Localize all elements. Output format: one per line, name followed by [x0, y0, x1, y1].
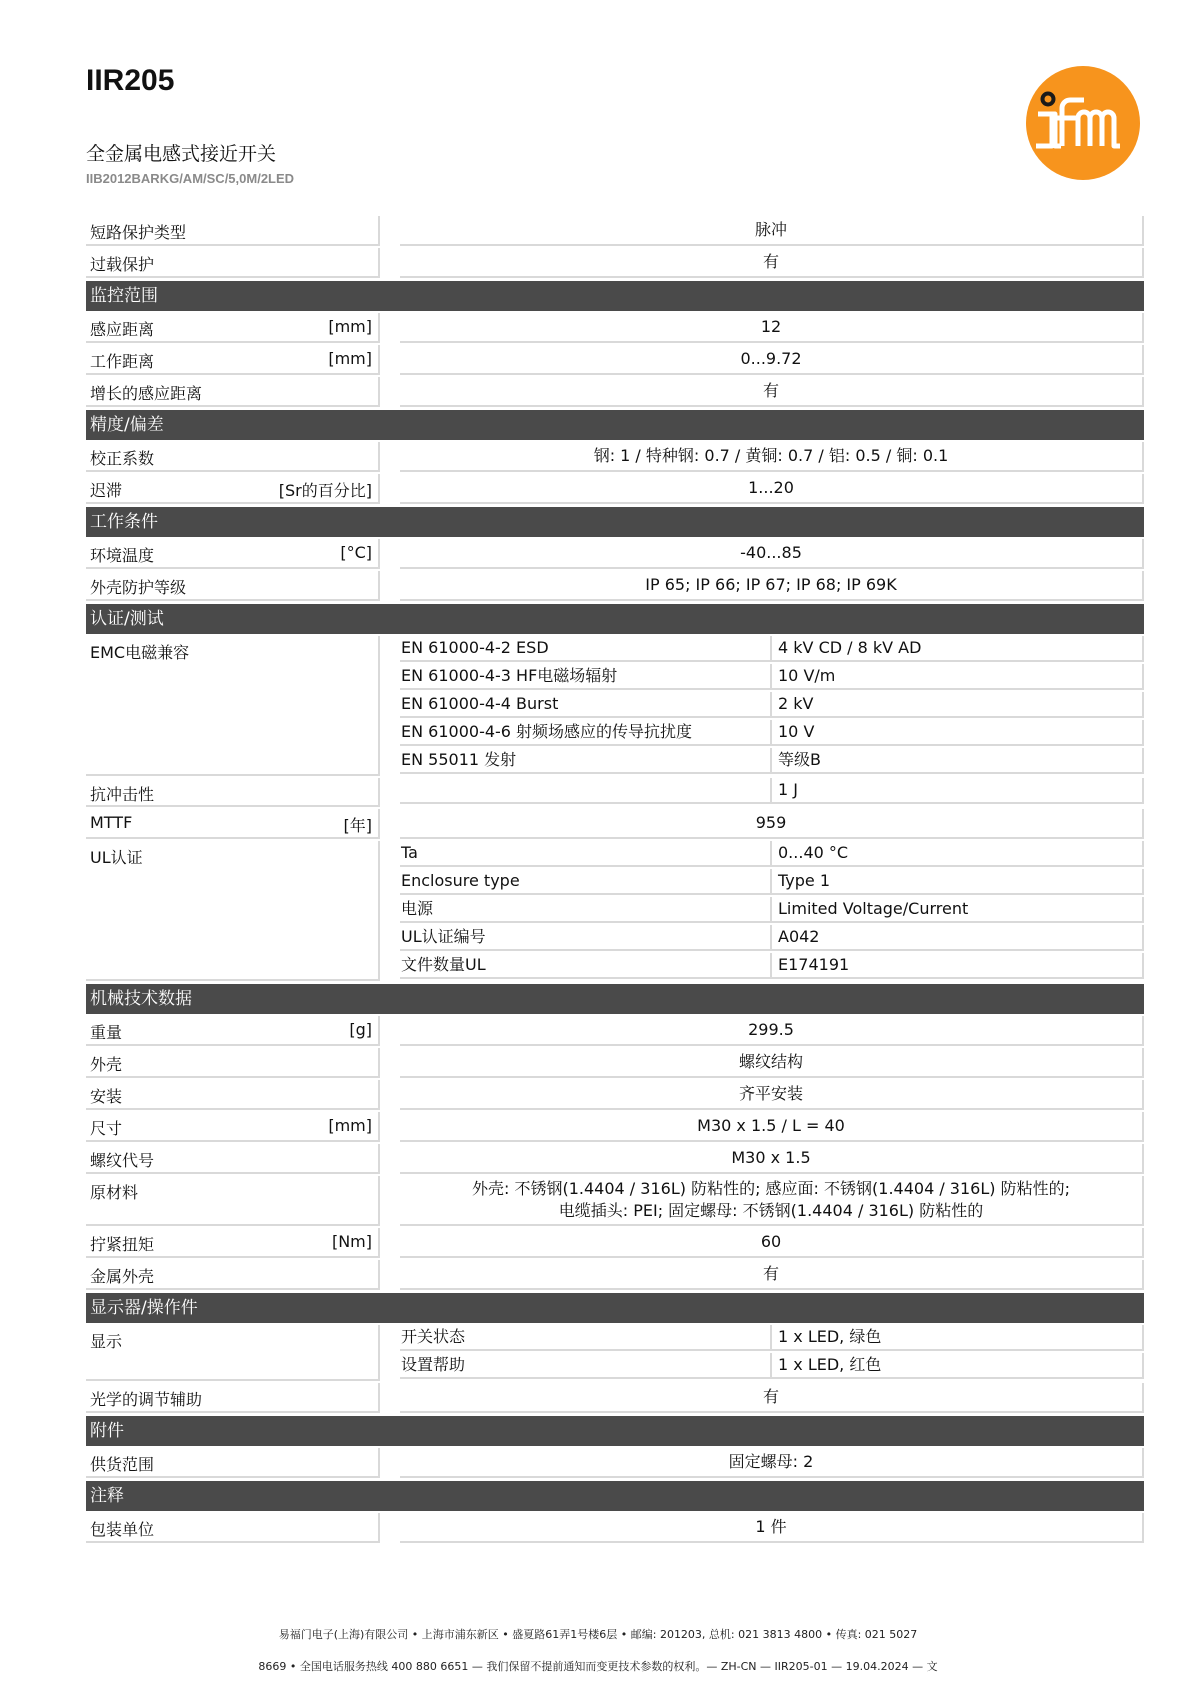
spec-value: -40...85	[400, 539, 1144, 569]
spec-value: 脉冲	[400, 216, 1144, 246]
spec-label-text: UL认证	[90, 848, 143, 867]
spec-label-text: 尺寸	[90, 1119, 123, 1138]
spec-subrow	[400, 1325, 1144, 1351]
spec-subrow	[400, 841, 1144, 867]
spec-row	[86, 539, 1144, 569]
spec-subvalue: Limited Voltage/Current	[772, 897, 1144, 923]
spec-value-cell	[400, 571, 1144, 601]
spec-subrow	[400, 748, 1144, 774]
spec-value-cell	[400, 1260, 1144, 1290]
spec-subvalue: E174191	[772, 953, 1144, 979]
spec-label-text: 外壳防护等级	[90, 578, 187, 597]
spec-label	[86, 841, 380, 981]
spec-label	[86, 1383, 380, 1413]
spec-value: 959	[400, 809, 1144, 839]
section-header: 显示器/操作件	[86, 1293, 1144, 1323]
spec-value: 钢: 1 / 特种钢: 0.7 / 黄铜: 0.7 / 铝: 0.5 / 铜: 0.1	[400, 442, 1144, 472]
spec-label-text: 外壳	[90, 1055, 123, 1074]
spec-value-cell	[400, 809, 1144, 839]
spec-value-cell	[400, 1144, 1144, 1174]
spec-label	[86, 313, 380, 343]
spec-row	[86, 1016, 1144, 1046]
spec-subkey	[400, 778, 772, 804]
spec-unit: [年]	[343, 816, 372, 835]
spec-value-cell	[400, 778, 1144, 807]
spec-label	[86, 1176, 380, 1226]
spec-subrow	[400, 1353, 1144, 1379]
spec-subvalue: A042	[772, 925, 1144, 951]
spec-unit: [°C]	[340, 543, 372, 562]
spec-value: M30 x 1.5 / L = 40	[400, 1112, 1144, 1142]
spec-subkey: 设置帮助	[400, 1353, 772, 1379]
spec-row	[86, 1260, 1144, 1290]
spec-value-cell	[400, 1325, 1144, 1381]
spec-subkey: EN 61000-4-6 射频场感应的传导抗扰度	[400, 720, 772, 746]
spec-value: 有	[400, 1383, 1144, 1413]
spec-subrow	[400, 869, 1144, 895]
spec-value-cell	[400, 1448, 1144, 1478]
spec-subvalue: Type 1	[772, 869, 1144, 895]
spec-value-cell	[400, 1048, 1144, 1078]
spec-subvalue: 10 V	[772, 720, 1144, 746]
spec-unit: [Nm]	[331, 1232, 372, 1251]
spec-label-text: EMC电磁兼容	[90, 643, 190, 662]
spec-value-cell	[400, 377, 1144, 407]
section-header: 注释	[86, 1481, 1144, 1511]
spec-unit: [Sr的百分比]	[278, 481, 372, 500]
spec-subrow	[400, 925, 1144, 951]
spec-row	[86, 1176, 1144, 1226]
spec-label	[86, 571, 380, 601]
spec-label	[86, 377, 380, 407]
spec-table	[86, 216, 1144, 1545]
spec-subrow	[400, 664, 1144, 690]
section-header: 精度/偏差	[86, 410, 1144, 440]
spec-subvalue: 2 kV	[772, 692, 1144, 718]
spec-row	[86, 377, 1144, 407]
ifm-logo	[1024, 64, 1142, 182]
spec-value-cell	[400, 1228, 1144, 1258]
spec-subvalue: 1 J	[772, 778, 1144, 804]
spec-value: 1...20	[400, 474, 1144, 504]
spec-value-cell	[400, 442, 1144, 472]
spec-value: 299.5	[400, 1016, 1144, 1046]
spec-label	[86, 442, 380, 472]
spec-value-cell	[400, 1176, 1144, 1226]
spec-label	[86, 636, 380, 776]
spec-label-text: 工作距离	[90, 352, 155, 371]
spec-unit: [mm]	[328, 317, 372, 336]
spec-label	[86, 345, 380, 375]
spec-value-cell	[400, 539, 1144, 569]
spec-label	[86, 1016, 380, 1046]
spec-label	[86, 1448, 380, 1478]
spec-row	[86, 442, 1144, 472]
spec-label	[86, 474, 380, 504]
spec-label	[86, 778, 380, 807]
spec-label-text: 光学的调节辅助	[90, 1390, 203, 1409]
spec-label-text: 包装单位	[90, 1520, 155, 1539]
spec-value: M30 x 1.5	[400, 1144, 1144, 1174]
spec-label	[86, 1112, 380, 1142]
spec-row	[86, 248, 1144, 278]
section-header: 工作条件	[86, 507, 1144, 537]
spec-value: 齐平安装	[400, 1080, 1144, 1110]
spec-row	[86, 778, 1144, 807]
spec-subkey: Enclosure type	[400, 869, 772, 895]
spec-label-text: 显示	[90, 1332, 123, 1351]
spec-label-text: 螺纹代号	[90, 1151, 155, 1170]
spec-subvalue: 0...40 °C	[772, 841, 1144, 867]
spec-label-text: 感应距离	[90, 320, 155, 339]
product-subtitle: 全金属电感式接近开关	[86, 143, 277, 165]
footer-address: 易福门电子(上海)有限公司 • 上海市浦东新区 • 盛夏路61弄1号楼6层 • 邮编: 201203, 总机: 021 3813 4800 • 传真: 021 5027	[278, 1628, 918, 1641]
spec-value-cell	[400, 841, 1144, 981]
spec-value-cell	[400, 1383, 1144, 1413]
spec-row	[86, 1513, 1144, 1543]
spec-value: 有	[400, 1260, 1144, 1290]
spec-label	[86, 1260, 380, 1290]
spec-unit: [mm]	[328, 349, 372, 368]
spec-row	[86, 1144, 1144, 1174]
spec-label	[86, 539, 380, 569]
spec-label	[86, 1144, 380, 1174]
spec-value: 12	[400, 313, 1144, 343]
spec-subkey: EN 61000-4-3 HF电磁场辐射	[400, 664, 772, 690]
spec-row	[86, 1448, 1144, 1478]
spec-value: 有	[400, 377, 1144, 407]
spec-row	[86, 345, 1144, 375]
spec-row	[86, 809, 1144, 839]
spec-row	[86, 313, 1144, 343]
section-header: 附件	[86, 1416, 1144, 1446]
spec-row	[86, 216, 1144, 246]
spec-row	[86, 841, 1144, 981]
spec-label	[86, 1080, 380, 1110]
spec-value-cell	[400, 1080, 1144, 1110]
spec-label-text: 短路保护类型	[90, 223, 187, 242]
spec-subkey: EN 61000-4-2 ESD	[400, 636, 772, 662]
spec-value-cell	[400, 1112, 1144, 1142]
spec-value: 有	[400, 248, 1144, 278]
product-title: IIR205	[86, 64, 175, 97]
spec-value: 1 件	[400, 1513, 1144, 1543]
spec-subvalue: 1 x LED, 绿色	[772, 1325, 1144, 1351]
section-header: 认证/测试	[86, 604, 1144, 634]
spec-value-cell	[400, 248, 1144, 278]
spec-subvalue: 10 V/m	[772, 664, 1144, 690]
spec-label-text: MTTF	[90, 813, 133, 832]
spec-subkey: 电源	[400, 897, 772, 923]
spec-value: 螺纹结构	[400, 1048, 1144, 1078]
spec-label-text: 增长的感应距离	[90, 384, 203, 403]
spec-subrow	[400, 692, 1144, 718]
spec-row	[86, 1080, 1144, 1110]
spec-label	[86, 248, 380, 278]
section-header: 监控范围	[86, 281, 1144, 311]
spec-value-cell	[400, 216, 1144, 246]
spec-subrow	[400, 897, 1144, 923]
spec-value-cell	[400, 1016, 1144, 1046]
spec-row	[86, 474, 1144, 504]
spec-subkey: Ta	[400, 841, 772, 867]
spec-row	[86, 571, 1144, 601]
spec-label	[86, 216, 380, 246]
spec-subrow	[400, 953, 1144, 979]
spec-value: 外壳: 不锈钢(1.4404 / 316L) 防粘性的; 感应面: 不锈钢(1.4404 / 316L) 防粘性的; 电缆插头: PEI; 固定螺母: 不锈钢(1.4404 / 316L) 防粘性的	[400, 1176, 1144, 1226]
spec-label-text: 校正系数	[90, 449, 155, 468]
spec-row	[86, 1383, 1144, 1413]
spec-row	[86, 636, 1144, 776]
spec-label-text: 环境温度	[90, 546, 155, 565]
spec-value-cell	[400, 474, 1144, 504]
spec-subkey: UL认证编号	[400, 925, 772, 951]
spec-label-text: 金属外壳	[90, 1267, 155, 1286]
spec-label	[86, 1228, 380, 1258]
spec-value: 60	[400, 1228, 1144, 1258]
spec-subvalue: 等级B	[772, 748, 1144, 774]
spec-value-cell	[400, 313, 1144, 343]
footer-notice: 8669 • 全国电话服务热线 400 880 6651 — 我们保留不提前通知而变更技术参数的权利。— ZH-CN — IIR205-01 — 19.04.2024 — 文	[258, 1660, 938, 1673]
spec-unit: [mm]	[328, 1116, 372, 1135]
spec-value: 0...9.72	[400, 345, 1144, 375]
spec-subvalue: 1 x LED, 红色	[772, 1353, 1144, 1379]
spec-label	[86, 809, 380, 839]
product-code: IIB2012BARKG/AM/SC/5,0M/2LED	[86, 171, 295, 186]
spec-subkey: EN 55011 发射	[400, 748, 772, 774]
section-header: 机械技术数据	[86, 984, 1144, 1014]
spec-label-text: 迟滞	[90, 481, 123, 500]
spec-row	[86, 1228, 1144, 1258]
spec-subvalue: 4 kV CD / 8 kV AD	[772, 636, 1144, 662]
spec-subkey: 文件数量UL	[400, 953, 772, 979]
spec-value-cell	[400, 345, 1144, 375]
spec-label-text: 供货范围	[90, 1455, 155, 1474]
spec-label-text: 过载保护	[90, 255, 155, 274]
spec-row	[86, 1048, 1144, 1078]
spec-subrow	[400, 778, 1144, 804]
spec-label-text: 抗冲击性	[90, 785, 155, 804]
spec-value: 固定螺母: 2	[400, 1448, 1144, 1478]
spec-subkey: 开关状态	[400, 1325, 772, 1351]
spec-row	[86, 1325, 1144, 1381]
spec-label-text: 重量	[90, 1023, 123, 1042]
spec-label-text: 原材料	[90, 1183, 139, 1202]
spec-label	[86, 1513, 380, 1543]
spec-label-text: 拧紧扭矩	[90, 1235, 155, 1254]
spec-label	[86, 1325, 380, 1381]
spec-subrow	[400, 636, 1144, 662]
spec-value-cell	[400, 636, 1144, 776]
spec-label-text: 安装	[90, 1087, 123, 1106]
spec-value: IP 65; IP 66; IP 67; IP 68; IP 69K	[400, 571, 1144, 601]
spec-value-cell	[400, 1513, 1144, 1543]
spec-row	[86, 1112, 1144, 1142]
spec-subrow	[400, 720, 1144, 746]
spec-subkey: EN 61000-4-4 Burst	[400, 692, 772, 718]
spec-label	[86, 1048, 380, 1078]
spec-unit: [g]	[349, 1020, 372, 1039]
